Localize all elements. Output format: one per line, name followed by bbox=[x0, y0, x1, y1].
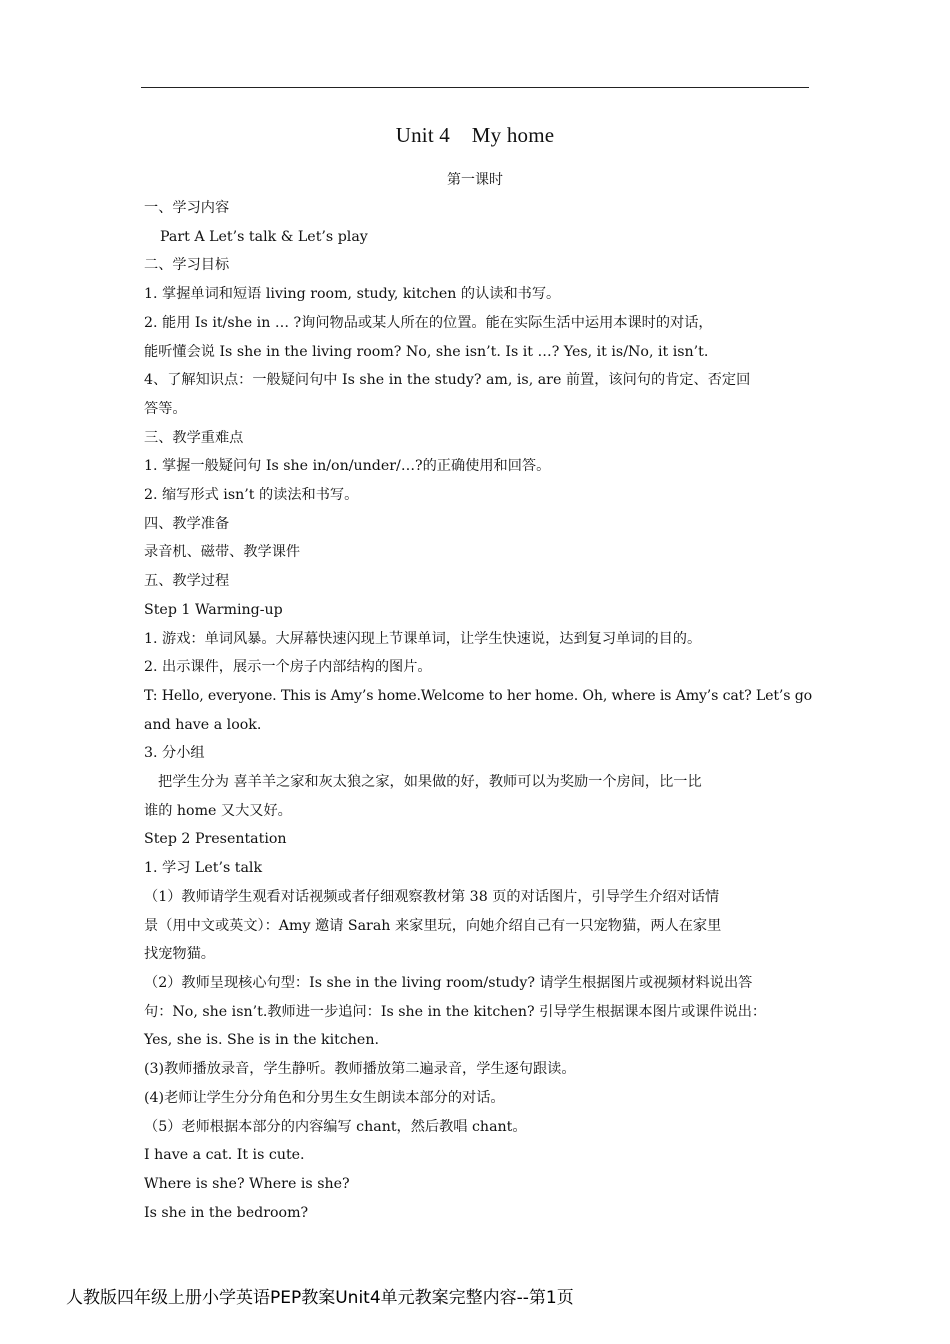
chant-line: Is she in the bedroom? bbox=[144, 1204, 309, 1221]
text-line: 3. 分小组 bbox=[144, 745, 205, 762]
text-line: 答等。 bbox=[144, 400, 187, 417]
text-line: 录音机、磁带、教学课件 bbox=[144, 544, 301, 561]
page-footer: 人教版四年级上册小学英语PEP教案Unit4单元教案完整内容--第1页 bbox=[66, 1288, 574, 1308]
text-line: 2. 出示课件，展示一个房子内部结构的图片。 bbox=[144, 659, 432, 676]
chant-line: I have a cat. It is cute. bbox=[144, 1147, 305, 1164]
text-line: 句：No, she isn’t.教师进一步追问：Is she in the kitchen? 引导学生根据课本图片或课件说出： bbox=[144, 1003, 767, 1020]
text-line: 能听懂会说 Is she in the living room? No, she isn’t. Is it …? Yes, it is/No, it isn’t. bbox=[144, 343, 709, 360]
step-heading: Step 1 Warming-up bbox=[144, 601, 283, 618]
text-line: （2）教师呈现核心句型：Is she in the living room/study? 请学生根据图片或视频材料说出答 bbox=[144, 974, 753, 991]
lesson-label: 第一课时 bbox=[447, 172, 503, 188]
text-line: 1. 游戏：单词风暴。大屏幕快速闪现上节课单词，让学生快速说，达到复习单词的目的。 bbox=[144, 630, 702, 647]
text-line: 把学生分为 喜羊羊之家和灰太狼之家，如果做的好，教师可以为奖励一个房间，比一比 bbox=[158, 774, 702, 791]
lesson-plan-body bbox=[144, 194, 812, 1227]
text-line: (4)老师让学生分分角色和分男生女生朗读本部分的对话。 bbox=[144, 1089, 505, 1106]
text-line: （1）教师请学生观看对话视频或者仔细观察教材第 38 页的对话图片，引导学生介绍对话情 bbox=[144, 888, 720, 905]
chant-line: Where is she? Where is she? bbox=[144, 1175, 350, 1192]
text-line: 1. 掌握单词和短语 living room, study, kitchen 的认读和书写。 bbox=[144, 286, 561, 303]
text-line: (3)教师播放录音，学生静听。教师播放第二遍录音，学生逐句跟读。 bbox=[144, 1061, 576, 1078]
section-heading: 四、教学准备 bbox=[144, 515, 230, 532]
text-line: 景（用中文或英文）：Amy 邀请 Sarah 来家里玩，向她介绍自己有一只宠物猫，两人在家里 bbox=[144, 917, 722, 934]
text-line: 找宠物猫。 bbox=[144, 946, 215, 963]
text-line: 1. 学习 Let’s talk bbox=[144, 860, 263, 877]
text-line: 1. 掌握一般疑问句 Is she in/on/under/…?的正确使用和回答。 bbox=[144, 458, 551, 475]
section-heading: 二、学习目标 bbox=[144, 257, 230, 274]
page-title: Unit 4 My home bbox=[395, 123, 555, 147]
section-heading: 五、教学过程 bbox=[144, 573, 230, 590]
text-line: 2. 能用 Is it/she in … ?询问物品或某人所在的位置。能在实际生活中运用本课时的对话， bbox=[144, 314, 713, 331]
text-line: 4、了解知识点：一般疑问句中 Is she in the study? am, is, are 前置，该问句的肯定、否定回 bbox=[144, 372, 751, 389]
text-line: T: Hello, everyone. This is Amy’s home.Welcome to her home. Oh, where is Amy’s cat? Let’s go bbox=[144, 687, 812, 704]
text-line: 谁的 home 又大又好。 bbox=[144, 802, 292, 819]
text-line: 2. 缩写形式 isn’t 的读法和书写。 bbox=[144, 487, 359, 504]
text-line: Yes, she is. She is in the kitchen. bbox=[144, 1032, 379, 1049]
step-heading: Step 2 Presentation bbox=[144, 831, 287, 848]
header-rule bbox=[141, 87, 809, 88]
section-heading: 一、学习内容 bbox=[144, 200, 230, 216]
section-heading: 三、教学重难点 bbox=[144, 429, 244, 446]
text-line: and have a look. bbox=[144, 716, 262, 733]
text-line: （5）老师根据本部分的内容编写 chant，然后教唱 chant。 bbox=[144, 1118, 527, 1135]
text-line: Part A Let’s talk & Let’s play bbox=[160, 228, 368, 245]
